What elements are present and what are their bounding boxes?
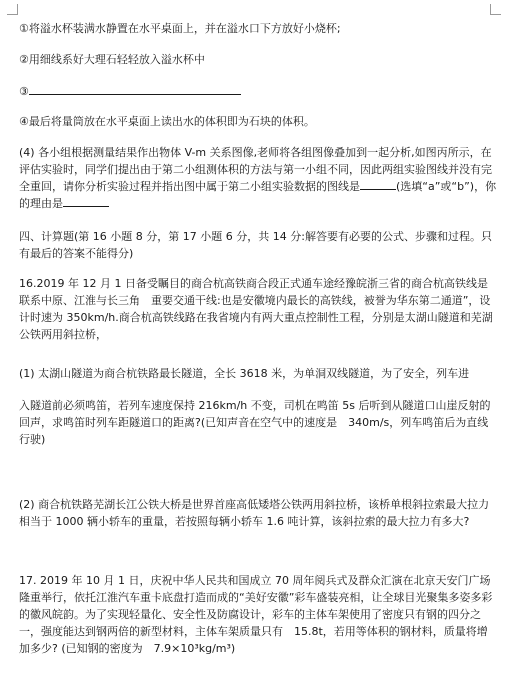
section-4-heading: 四、计算题(第 16 小题 8 分，第 17 小题 6 分，共 14 分:解答要有必要的公式、步骤和过程。只有最后的答案不能得分) bbox=[19, 230, 492, 261]
question-16-part-1: (1) 太湖山隧道为商合杭铁路最长隧道，全长 3618 米，为单洞双线隧道，为了安全，列车进 bbox=[19, 367, 470, 380]
question-17: 17. 2019 年 10 月 1 日，庆祝中华人民共和国成立 70 周年阅兵式及群众汇演在北京天安门广场隆重举行，依托江淮汽车重卡底盘打造而成的“美好安徽”彩车盛装亮相，让全球目光聚集多姿多彩的徽风皖韵。为了实现轻量化、安全性及防腐设计，彩车的主体车架使用了密度只有钢的四分之一，强度能达到钢两倍的新型材料，主体车架质量只有 15.8t，若用等体积的钢材料，质量将增加多少? (已知钢的密度为 7.9×10³kg/m³) bbox=[19, 574, 493, 656]
crop-mark-top-right bbox=[490, 4, 501, 15]
step-1: ①将溢水杯装满水静置在水平桌面上，并在溢水口下方放好小烧杯; bbox=[19, 22, 341, 35]
question-4: (4) 各小组根据测量结果作出物体 V-m 关系图像,老师将各组图像叠加到一起分析,如图丙所示，在评估实验时，同学们提出由于第二小组测体积的方法与第一小组不同，因此两组实验图线并没有完全重回，请你分析实验过程并指出图中属于第二小组实验数据的图线是 (选填“a”或“b”)，你的理由是 bbox=[19, 146, 497, 211]
question-16-part-2: (2) 商合杭铁路芜湖长江公铁大桥是世界首座高低矮塔公铁两用斜拉桥，该桥单根斜拉索最大拉力相当于 1000 辆小轿车的重量，若按照每辆小轿车 1.6 吨计算，该斜拉索的最大拉力有多大? bbox=[19, 498, 490, 529]
question-16-intro: 16.2019 年 12 月 1 日备受瞩目的商合杭高铁商合段正式通车途经豫皖浙三省的商合杭高铁线是联系中原、江淮与长三角 重要交通干线:也是安徽境内最长的高铁线，被誉为华东第二通道”，设计时速为 350km/h.商合杭高铁线路在我省境内有两大重点控制性工程，分别是太湖山隧道和芜湖公铁两用斜拉桥， bbox=[19, 277, 493, 342]
answer-blank-reason[interactable] bbox=[63, 206, 109, 207]
answer-blank-step-3[interactable] bbox=[29, 94, 241, 95]
crop-mark-top-left bbox=[7, 4, 18, 15]
step-3: ③ bbox=[19, 83, 497, 100]
step-4: ④最后将量筒放在水平桌面上读出水的体积即为石块的体积。 bbox=[19, 115, 315, 128]
question-16-part-1-continued: 入隧道前必须鸣笛，若列车速度保持 216km/h 不变，司机在鸣笛 5s 后听到从隧道口山崖反射的回声，求鸣笛时列车距隧道口的距离?(已知声音在空气中的速度是 340m/s，列车鸣笛后为直线行驶) bbox=[19, 399, 491, 447]
answer-blank-graph-line[interactable] bbox=[360, 189, 396, 190]
step-2: ②用细线系好大理石轻轻放入溢水杯中 bbox=[19, 53, 205, 66]
